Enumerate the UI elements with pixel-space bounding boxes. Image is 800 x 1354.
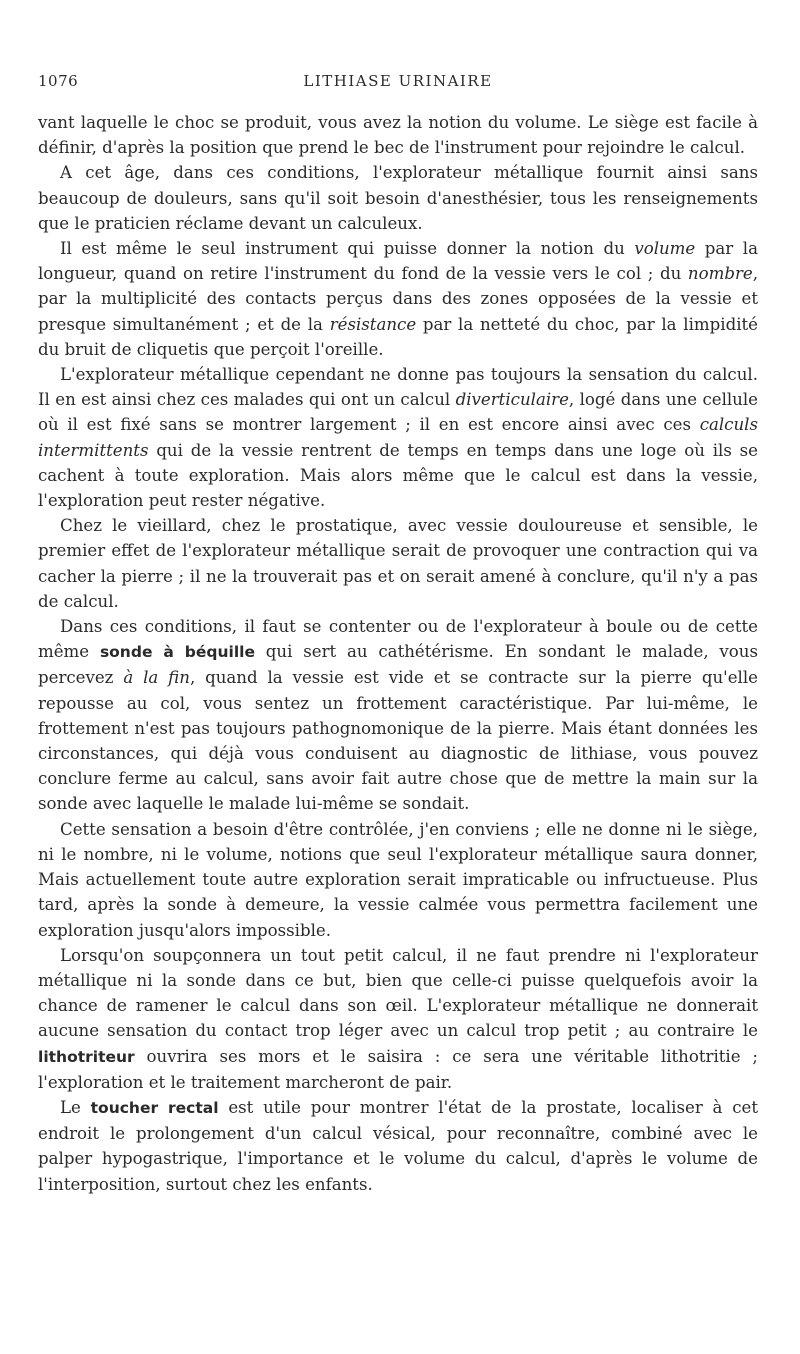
text-run: Dans ces conditions, il faut se contenter ou de l'explorateur à boule ou de cette même: [38, 617, 758, 662]
text-run: Le: [60, 1097, 91, 1117]
italic-term: volume: [634, 239, 696, 259]
paragraph: [38, 817, 758, 943]
text-run: est utile pour montrer l'état de la prostate, localiser à cet endroit le prolongement d'un calcul vésical, pour reconnaître, combiné avec le palper hypogastrique, l'importance et le volume du calcul, d'après le volume de l'interposition, surtout chez les enfants.: [38, 1097, 758, 1194]
paragraph: [38, 160, 758, 236]
text-run: Lorsqu'on soupçonnera un tout petit calcul, il ne faut prendre ni l'explorateur métallique ni la sonde dans ce but, bien que celle-ci puisse quelquefois avoir la chance de ramener le calcul dans son œil. L'explorateur métallique ne donnerait aucune sensation du contact trop léger avec un calcul trop petit ; au contraire le: [38, 945, 758, 1041]
text-run: qui de la vessie rentrent de temps en temps dans une loge où ils se cachent à toute exploration. Mais alors même que le calcul est dans la vessie, l'exploration peut rester négative.: [38, 440, 758, 511]
text-run: A cet âge, dans ces conditions, l'explorateur métallique fournit ainsi sans beaucoup de douleurs, sans qu'il soit besoin d'anesthésier, tous les renseignements que le praticien réclame devant un calculeux.: [38, 163, 758, 233]
text-run: Chez le vieillard, chez le prostatique, avec vessie douloureuse et sensible, le premier effet de l'explorateur métallique serait de provoquer une contraction qui va cacher la pierre ; il ne la trouverait pas et on serait amené à conclure, qu'il n'y a pas de calcul.: [38, 516, 758, 611]
paragraph: [38, 110, 758, 160]
paragraph: [38, 1095, 758, 1197]
bold-term: lithotriteur: [38, 1047, 135, 1066]
italic-term: résistance: [329, 314, 417, 334]
text-run: L'explorateur métallique cependant ne donne pas toujours la sensation du calcul. Il en est ainsi chez ces malades qui ont un calcul: [38, 365, 758, 410]
page-number: 1076: [38, 72, 79, 90]
paragraph: [38, 362, 758, 513]
text-run: Cette sensation a besoin d'être contrôlée, j'en conviens ; elle ne donne ni le siège, ni le nombre, ni le volume, notions que seul l'explorateur métallique saura donner, Mais actuellement toute autre exploration serait impraticable ou infructueuse. Plus tard, après la sonde à demeure, la vessie calmée vous permettra facilement une exploration jusqu'alors impossible.: [38, 819, 758, 940]
text-run: , quand la vessie est vide et se contracte sur la pierre qu'elle repousse au col, vous sentez un frottement caractéristique. Par lui-même, le frottement n'est pas toujours pathognomonique de la pierre. Mais étant données les circonstances, qui déjà vous conduisent au diagnostic de lithiase, vous pouvez conclure ferme au calcul, sans avoir fait autre chose que de mettre la main sur la sonde avec laquelle le malade lui-même se sondait.: [38, 668, 758, 814]
text-run: ouvrira ses mors et le saisira : ce sera une véritable lithotritie ; l'exploration et le traitement marcheront de pair.: [38, 1046, 758, 1092]
page-header: [38, 72, 758, 96]
bold-term: sonde à béquille: [99, 643, 255, 662]
italic-term: à la fin: [123, 668, 190, 688]
italic-term: calculs intermittents: [38, 415, 758, 460]
text-run: qui sert au cathétérisme. En sondant le malade, vous percevez: [38, 642, 758, 688]
italic-term: diverticulaire: [455, 390, 569, 410]
text-run: , logé dans une cellule où il est fixé sans se montrer largement ; il en est encore ainsi avec ces: [38, 390, 758, 435]
paragraph: [38, 236, 758, 362]
body-text: [38, 110, 758, 1197]
text-run: par la longueur, quand on retire l'instrument du fond de la vessie vers le col ; du: [38, 239, 758, 284]
text-run: , par la multiplicité des contacts perçus dans des zones opposées de la vessie et presque simultanément ; et de la: [38, 264, 758, 334]
bold-term: toucher rectal: [90, 1098, 219, 1117]
italic-term: nombre: [687, 264, 753, 284]
paragraph: [38, 513, 758, 614]
text-run: Il est même le seul instrument qui puisse donner la notion du: [60, 239, 635, 259]
running-title: LITHIASE URINAIRE: [303, 72, 493, 90]
paragraph: [38, 614, 758, 817]
paragraph: [38, 943, 758, 1095]
text-run: par la netteté du choc, par la limpidité du bruit de cliquetis que perçoit l'oreille.: [38, 314, 759, 359]
text-run: vant laquelle le choc se produit, vous avez la notion du volume. Le siège est facile à définir, d'après la position que prend le bec de l'instrument pour rejoindre le calcul.: [38, 113, 758, 158]
